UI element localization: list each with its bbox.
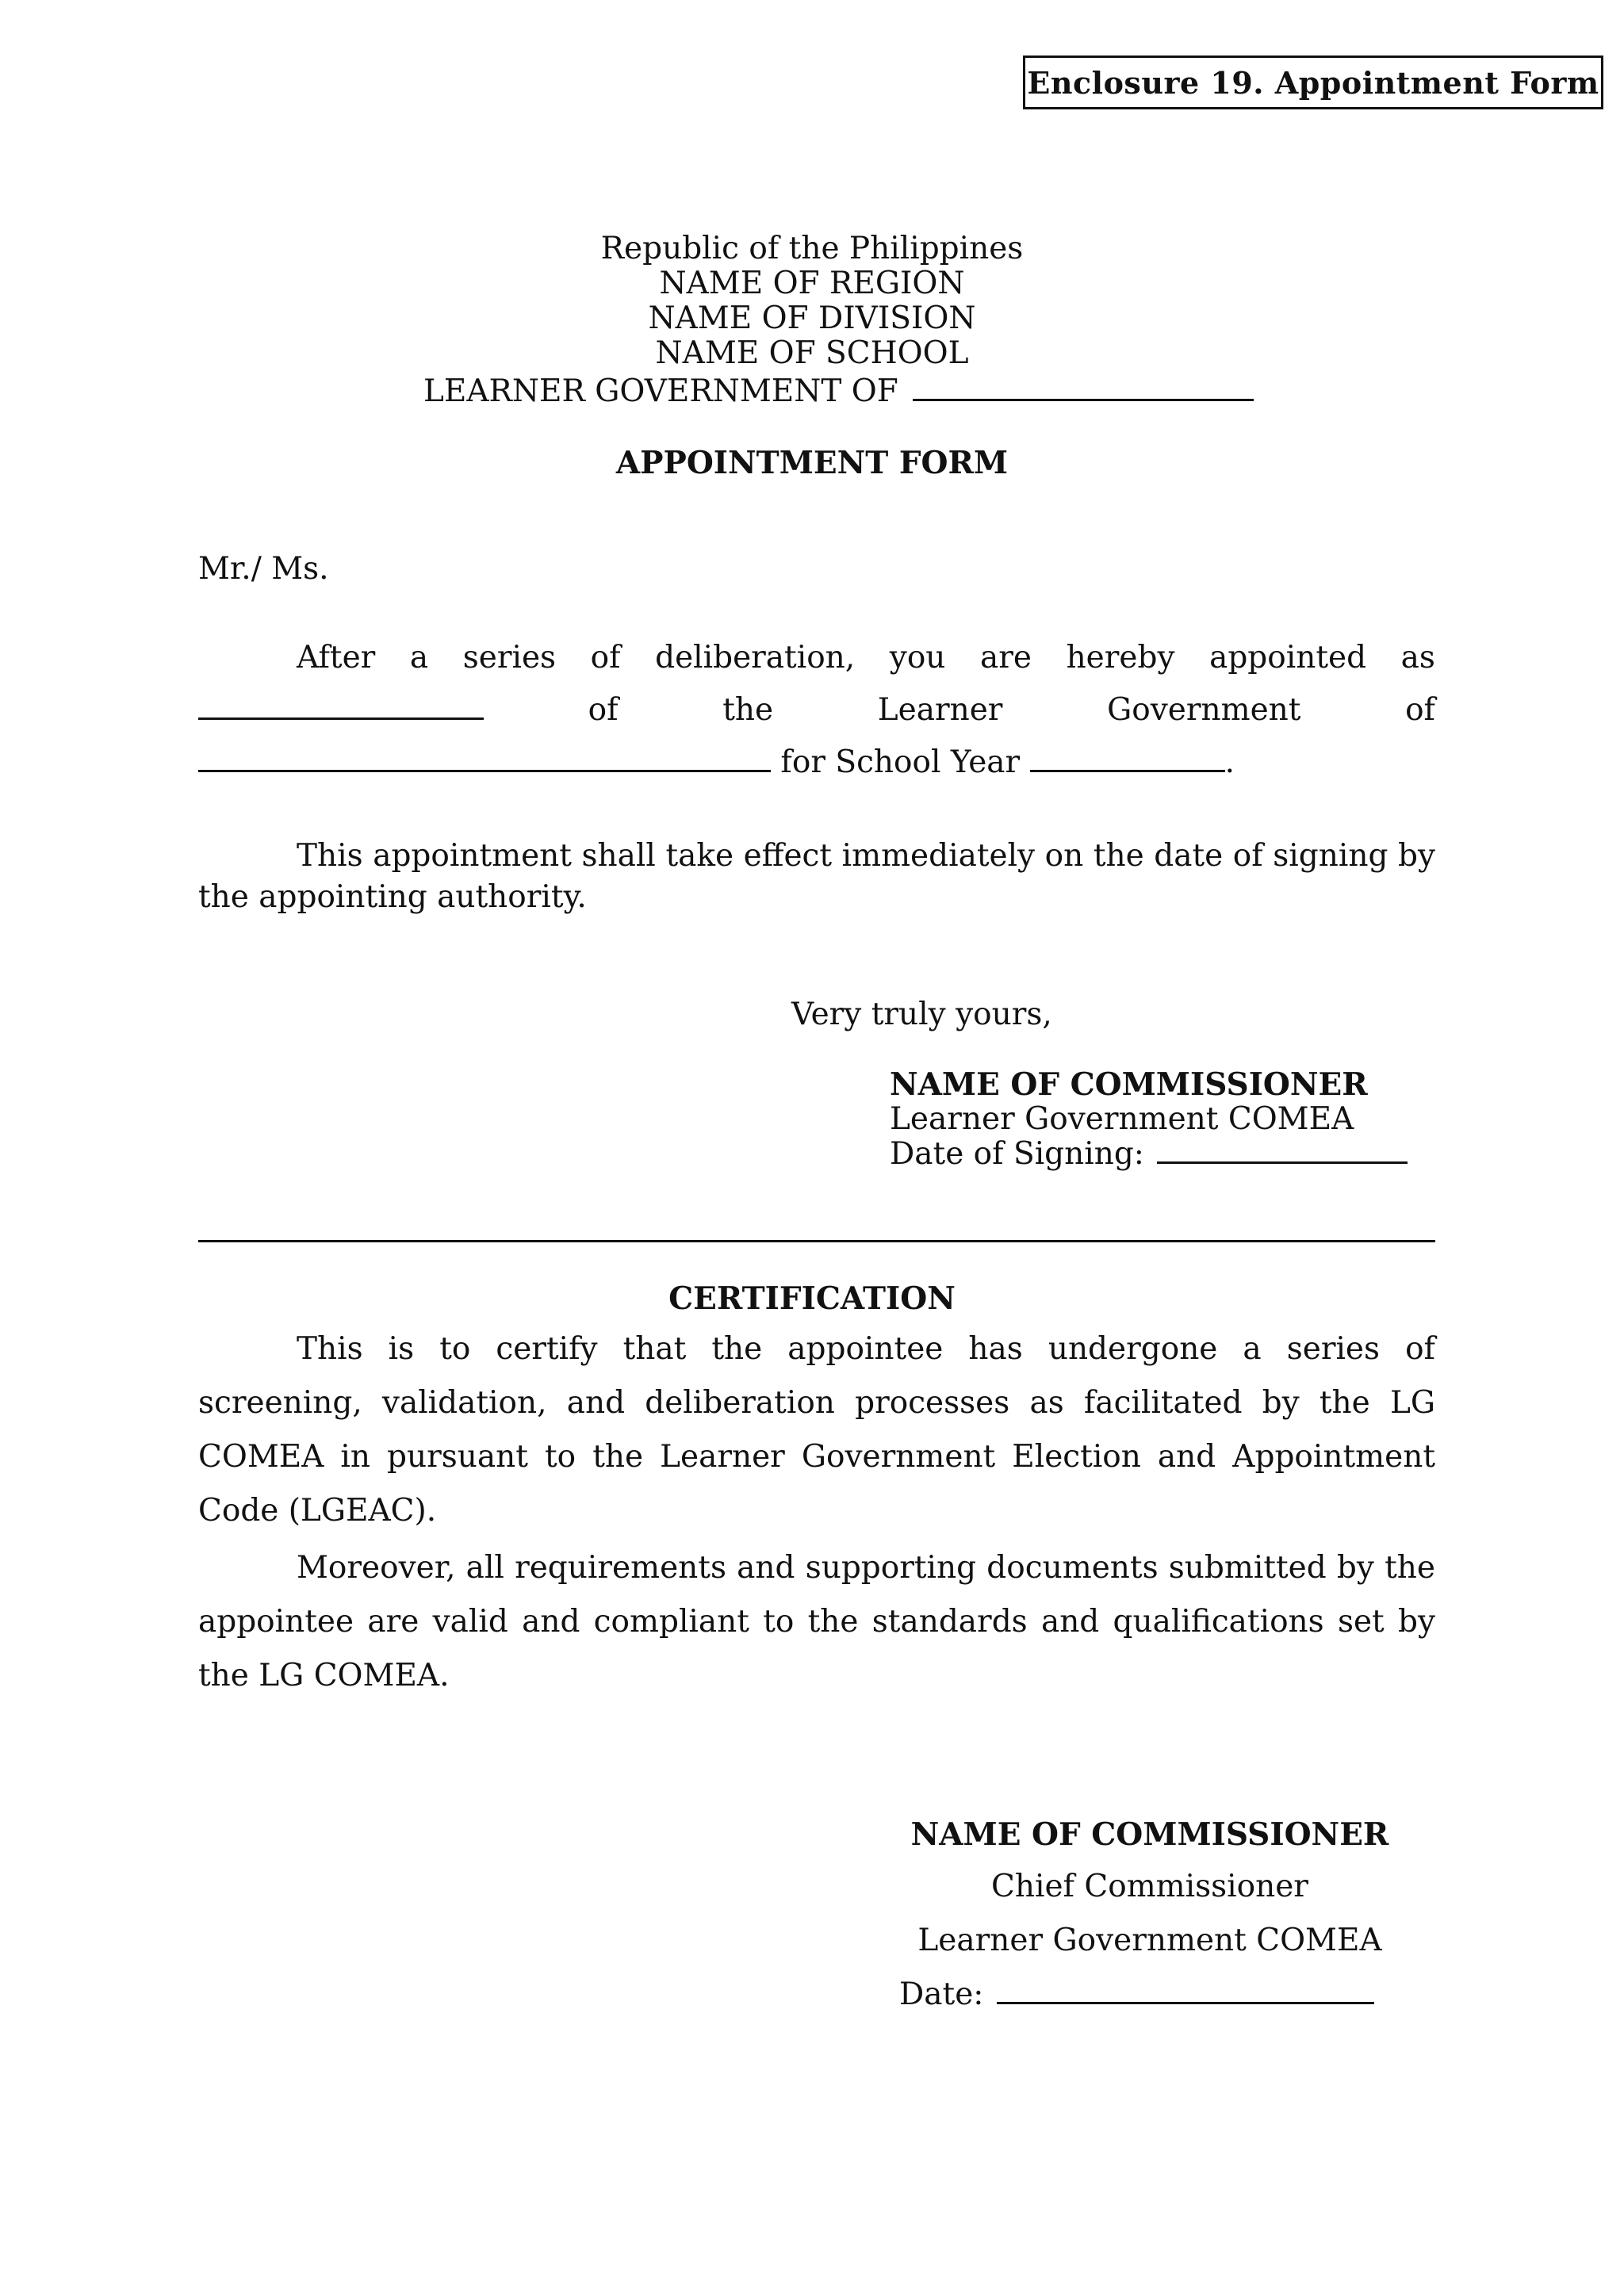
word: After	[297, 640, 376, 675]
word: of	[1405, 692, 1435, 728]
position-blank[interactable]	[198, 694, 484, 720]
signatory-1-position: Learner Government COMEA	[890, 1101, 1354, 1137]
signatory-2-org: Learner Government COMEA	[917, 1923, 1382, 1958]
header-learner-government	[423, 374, 1254, 409]
word: Learner	[877, 692, 1003, 728]
signatory-2-title: Chief Commissioner	[991, 1869, 1308, 1904]
word: of	[588, 692, 619, 728]
date-of-signing-blank[interactable]	[1157, 1138, 1408, 1164]
header-republic: Republic of the Philippines	[600, 231, 1024, 266]
date-of-signing-label: Date of Signing:	[890, 1136, 1144, 1172]
effect-paragraph	[198, 836, 1435, 918]
header-school: NAME OF SCHOOL	[655, 335, 969, 371]
header-region: NAME OF REGION	[659, 266, 965, 301]
word: of	[590, 640, 621, 675]
word: deliberation,	[655, 640, 856, 675]
certification-title: CERTIFICATION	[668, 1280, 956, 1317]
signatory-2-name: NAME OF COMMISSIONER	[910, 1816, 1389, 1853]
appointment-line-1	[297, 639, 1435, 677]
certification-paragraph-2	[198, 1541, 1435, 1703]
word: as	[1400, 640, 1435, 675]
learner-gov-blank[interactable]	[913, 375, 1254, 401]
form-title: APPOINTMENT FORM	[615, 445, 1009, 481]
learner-government-of-blank[interactable]	[198, 746, 771, 772]
enclosure-label	[1023, 55, 1603, 109]
appointment-line-2	[198, 691, 1435, 729]
line-end-period: .	[1224, 744, 1235, 780]
word: series	[462, 640, 557, 675]
word: are	[980, 640, 1032, 675]
signatory-1-name: NAME OF COMMISSIONER	[890, 1066, 1368, 1103]
word: you	[889, 640, 946, 675]
school-year-blank[interactable]	[1030, 746, 1225, 772]
word: the	[722, 692, 774, 728]
closing: Very truly yours,	[791, 997, 1052, 1032]
certification-paragraph-1-text: This is to certify that the appointee has undergone a series of screening, validation, and deliberation processes as facilitated by the LG COMEA in pursuant to the Learner Government Election and Appointment Code (LGEAC).	[198, 1331, 1435, 1529]
date-label: Date:	[899, 1976, 984, 2012]
word: a	[409, 640, 429, 675]
school-year-label: for School Year	[780, 744, 1021, 780]
enclosure-label-text: Enclosure 19. Appointment Form	[1027, 64, 1599, 101]
learner-gov-label: LEARNER GOVERNMENT OF	[423, 373, 898, 409]
word: appointed	[1209, 640, 1367, 675]
appointment-line-3	[198, 744, 1235, 782]
word: hereby	[1066, 640, 1175, 675]
date-blank[interactable]	[997, 1978, 1374, 2004]
certification-paragraph-1	[198, 1322, 1435, 1538]
section-divider	[198, 1240, 1435, 1242]
certification-paragraph-2-text: Moreover, all requirements and supporting documents submitted by the appointee are valid and compliant to the standards and qualifications set by the LG COMEA.	[198, 1550, 1435, 1693]
signatory-2-date	[899, 1977, 1374, 2012]
effect-paragraph-text: This appointment shall take effect immediately on the date of signing by the appointing authority.	[198, 838, 1435, 915]
word: Government	[1107, 692, 1301, 728]
signatory-1-date	[890, 1137, 1408, 1172]
header-division: NAME OF DIVISION	[648, 300, 976, 336]
salutation: Mr./ Ms.	[198, 551, 329, 587]
